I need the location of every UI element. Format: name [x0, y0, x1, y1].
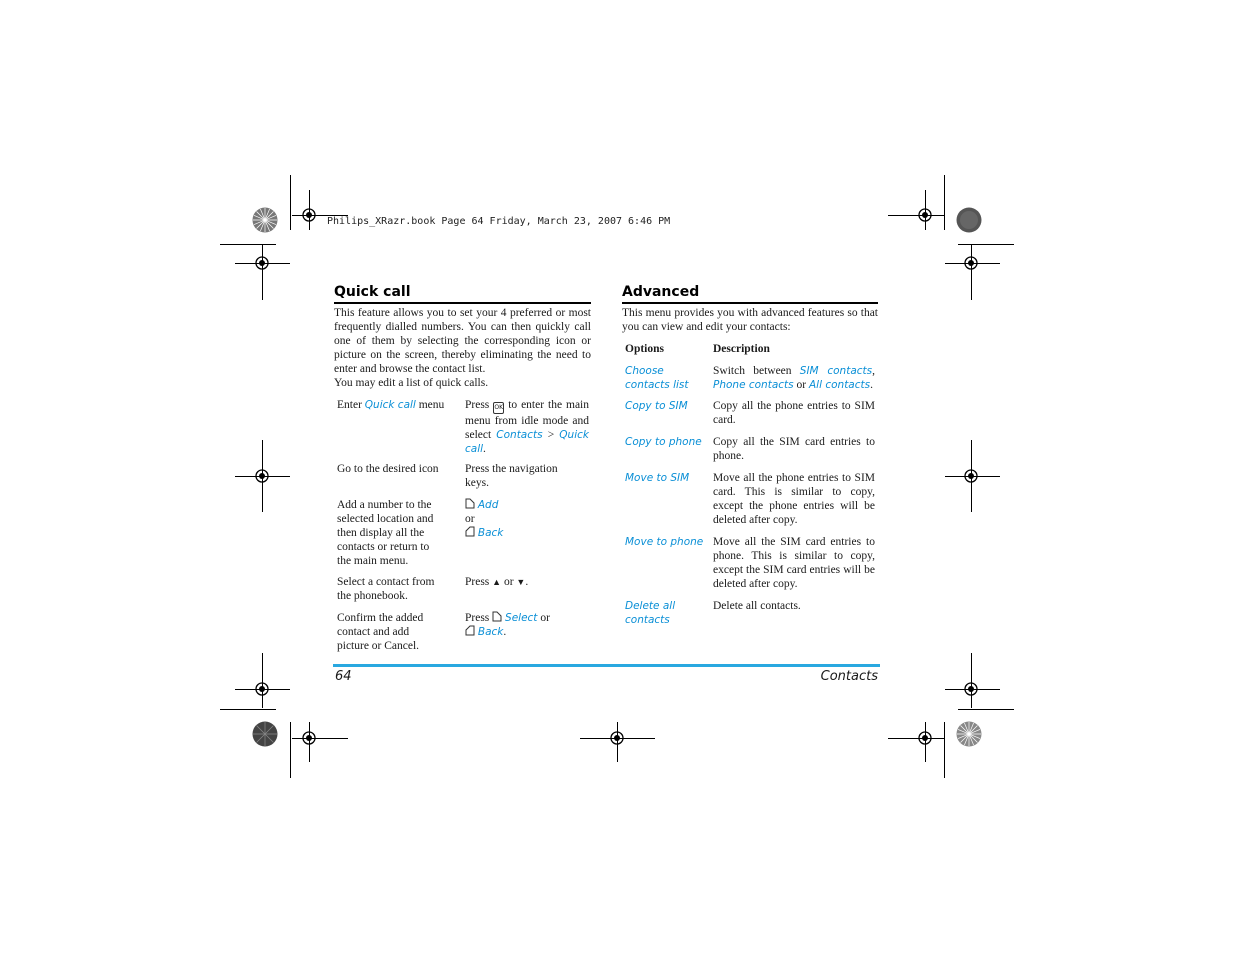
quick-call-action-5: Confirm the added contact and add picture or Cancel.: [337, 612, 424, 652]
softkey-back[interactable]: Back: [477, 527, 504, 539]
registration-mark-icon: [252, 466, 272, 486]
right-softkey-icon: [465, 625, 475, 636]
option-move-to-phone[interactable]: Move to phone: [625, 536, 704, 548]
quick-call-instruction-2: Press the navigation keys.: [465, 463, 558, 489]
page-number: 64: [335, 669, 352, 684]
quick-call-instruction-5: Press Select or Back.: [465, 612, 550, 638]
registration-mark-icon: [961, 679, 981, 699]
crop-line: [290, 722, 291, 778]
color-rosette-icon: [252, 207, 278, 233]
registration-mark-icon: [299, 728, 319, 748]
crop-line: [958, 244, 1014, 245]
quick-call-intro: This feature allows you to set your 4 preferred or most frequently dialled numbers. You can then quickly call one of them by selecting the corresponding icon or picture on the screen, thereby eliminating the need to enter and browse the contact list.: [334, 307, 591, 375]
footer-bar: [333, 664, 880, 667]
registration-mark-icon: [915, 205, 935, 225]
quick-call-action-4: Select a contact from the phonebook.: [337, 576, 435, 602]
option-copy-to-sim[interactable]: Copy to SIM: [625, 400, 688, 412]
left-softkey-icon: [492, 611, 502, 622]
column-header-description: Description: [713, 343, 770, 355]
softkey-add[interactable]: Add: [477, 499, 499, 511]
registration-mark-icon: [299, 205, 319, 225]
color-rosette-icon: [956, 207, 982, 233]
up-arrow-icon: ▲: [492, 577, 502, 587]
title-rule: [622, 302, 878, 304]
crop-line: [958, 709, 1014, 710]
print-header: Philips_XRazr.book Page 64 Friday, March 23, 2007 6:46 PM: [327, 216, 671, 227]
quick-call-action-1: Enter Quick call menu: [337, 399, 445, 411]
footer-section-name: Contacts: [820, 669, 878, 684]
registration-mark-icon: [607, 728, 627, 748]
quick-call-instruction-1: Press OK to enter the main menu from idle mode and select Contacts > Quick call.: [465, 399, 590, 455]
registration-mark-icon: [252, 253, 272, 273]
description-copy-to-phone: Copy all the SIM card entries to phone.: [713, 436, 875, 462]
quick-call-intro-2: You may edit a list of quick calls.: [334, 377, 489, 389]
option-copy-to-phone[interactable]: Copy to phone: [625, 436, 702, 448]
description-copy-to-sim: Copy all the phone entries to SIM card.: [713, 400, 875, 426]
menu-link-quick-call[interactable]: Quick call: [364, 399, 416, 411]
quick-call-action-3: Add a number to the selected location and then display all the contacts or return to the main menu.: [337, 499, 434, 567]
right-softkey-icon: [465, 526, 475, 537]
crop-line: [220, 244, 276, 245]
advanced-intro: This menu provides you with advanced features so that you can view and edit your contacts:: [622, 307, 878, 333]
link-all-contacts[interactable]: All contacts: [808, 379, 871, 391]
menu-link-quick-call[interactable]: Quick call: [465, 429, 589, 455]
option-delete-all-contacts[interactable]: Delete all contacts: [625, 600, 676, 626]
quick-call-action-2: Go to the desired icon: [337, 463, 439, 475]
link-sim-contacts[interactable]: SIM contacts: [799, 365, 873, 377]
left-softkey-icon: [465, 498, 475, 509]
down-arrow-icon: ▼: [516, 577, 526, 587]
description-move-to-sim: Move all the phone entries to SIM card. This is similar to copy, except the phone entries will be deleted after copy.: [713, 472, 875, 526]
crop-line: [290, 175, 291, 230]
softkey-back[interactable]: Back: [477, 626, 504, 638]
registration-mark-icon: [961, 466, 981, 486]
registration-mark-icon: [961, 253, 981, 273]
description-move-to-phone: Move all the SIM card entries to phone. This is similar to copy, except the SIM card entries will be deleted after copy.: [713, 536, 875, 590]
ok-key-icon: OK: [493, 402, 504, 414]
description-choose-contacts-list: Switch between SIM contacts, Phone contacts or All contacts.: [713, 365, 875, 391]
registration-mark-icon: [915, 728, 935, 748]
section-title-advanced: Advanced: [622, 284, 700, 300]
crop-line: [944, 175, 945, 230]
crop-line: [944, 722, 945, 778]
color-rosette-icon: [956, 721, 982, 747]
quick-call-instruction-3: Add or Back: [465, 499, 504, 539]
column-header-options: Options: [625, 343, 664, 355]
section-title-quick-call: Quick call: [334, 284, 411, 300]
option-choose-contacts-list[interactable]: Choose contacts list: [625, 365, 689, 391]
quick-call-instruction-4: Press ▲ or ▼.: [465, 576, 529, 588]
title-rule: [334, 302, 591, 304]
registration-mark-icon: [252, 679, 272, 699]
color-rosette-icon: [252, 721, 278, 747]
crop-line: [220, 709, 276, 710]
option-move-to-sim[interactable]: Move to SIM: [625, 472, 690, 484]
softkey-select[interactable]: Select: [505, 612, 538, 624]
menu-link-contacts[interactable]: Contacts: [496, 429, 543, 441]
link-phone-contacts[interactable]: Phone contacts: [713, 379, 794, 391]
description-delete-all-contacts: Delete all contacts.: [713, 600, 801, 612]
